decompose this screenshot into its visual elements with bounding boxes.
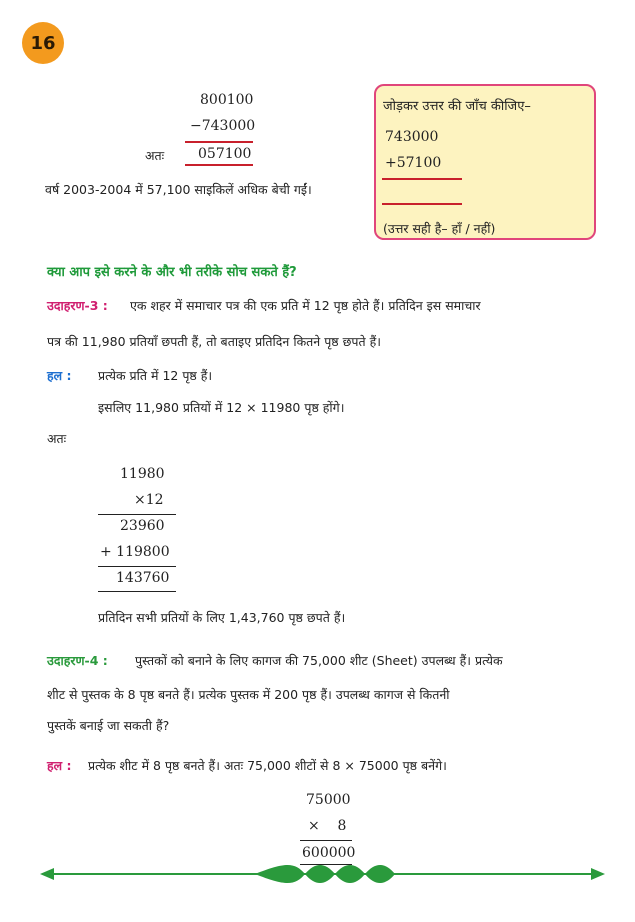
check-box-answer: (उत्तर सही है– हाँ / नहीं) [383, 221, 496, 236]
decorative-border-icon [40, 862, 605, 886]
mult4-b: × 8 [308, 818, 347, 834]
sub-rule-bottom [185, 164, 253, 166]
example-3-solution-label: हल : [47, 368, 72, 383]
example-4-solution-1: प्रत्येक शीट में 8 पृष्ठ बनते हैं। अतः 75,000 शीटों से 8 × 75000 पृष्ठ बनेंगे। [88, 758, 447, 773]
example-3-line2: पत्र की 11,980 प्रतियाँ छपती हैं, तो बताइए प्रतिदिन कितने पृष्ठ छपते हैं। [47, 334, 381, 349]
mult3-b: ×12 [134, 492, 164, 508]
mult4-total: 600000 [302, 845, 356, 861]
page-number: 16 [22, 22, 64, 64]
sub-rule-top [185, 141, 253, 143]
example-3-label: उदाहरण-3 : [47, 298, 108, 313]
example-3-solution-2: इसलिए 11,980 प्रतियों में 12 × 11980 पृष्ठ होंगे। [98, 400, 345, 415]
example-4-label: उदाहरण-4 : [47, 653, 108, 668]
mult3-a: 11980 [120, 466, 165, 482]
sentence-2003: वर्ष 2003-2004 में 57,100 साइकिलें अधिक बेची गईं। [45, 182, 312, 197]
sub-subtrahend: −743000 [190, 118, 256, 134]
sub-result: 057100 [198, 146, 252, 162]
sub-minuend: 800100 [200, 92, 254, 108]
mult3-rule1 [98, 514, 176, 515]
check-box-rule2 [382, 203, 462, 205]
question-line: क्या आप इसे करने के और भी तरीके सोच सकते हैं? [47, 265, 297, 280]
check-box-num1: 743000 [385, 129, 439, 145]
mult4-a: 75000 [306, 792, 351, 808]
sub-result-label: अतः [145, 148, 165, 163]
mult3-partial2: + 119800 [100, 544, 170, 560]
example-3-atah: अतः [47, 431, 67, 446]
example-3-line1: एक शहर में समाचार पत्र की एक प्रति में 12 पृष्ठ होते हैं। प्रतिदिन इस समाचार [130, 298, 481, 313]
check-box-rule1 [382, 178, 462, 180]
mult3-total: 143760 [116, 570, 170, 586]
example-4-line3: पुस्तकें बनाई जा सकती हैं? [47, 718, 170, 733]
example-4-line2: शीट से पुस्तक के 8 पृष्ठ बनते हैं। प्रत्येक पुस्तक में 200 पृष्ठ हैं। उपलब्ध कागज से कितनी [47, 687, 450, 702]
example-3-solution-1: प्रत्येक प्रति में 12 पृष्ठ हैं। [98, 368, 213, 383]
mult3-rule3 [98, 591, 176, 592]
check-box-num2: +57100 [385, 155, 442, 171]
mult4-rule1 [300, 840, 352, 841]
mult3-partial1: 23960 [120, 518, 165, 534]
example-4-line1: पुस्तकों को बनाने के लिए कागज की 75,000 शीट (Sheet) उपलब्ध हैं। प्रत्येक [135, 653, 503, 668]
mult3-rule2 [98, 566, 176, 567]
example-4-solution-label: हल : [47, 758, 72, 773]
example-3-conclusion: प्रतिदिन सभी प्रतियों के लिए 1,43,760 पृष्ठ छपते हैं। [98, 610, 346, 625]
check-box-title: जोड़कर उत्तर की जाँच कीजिए– [383, 99, 531, 114]
